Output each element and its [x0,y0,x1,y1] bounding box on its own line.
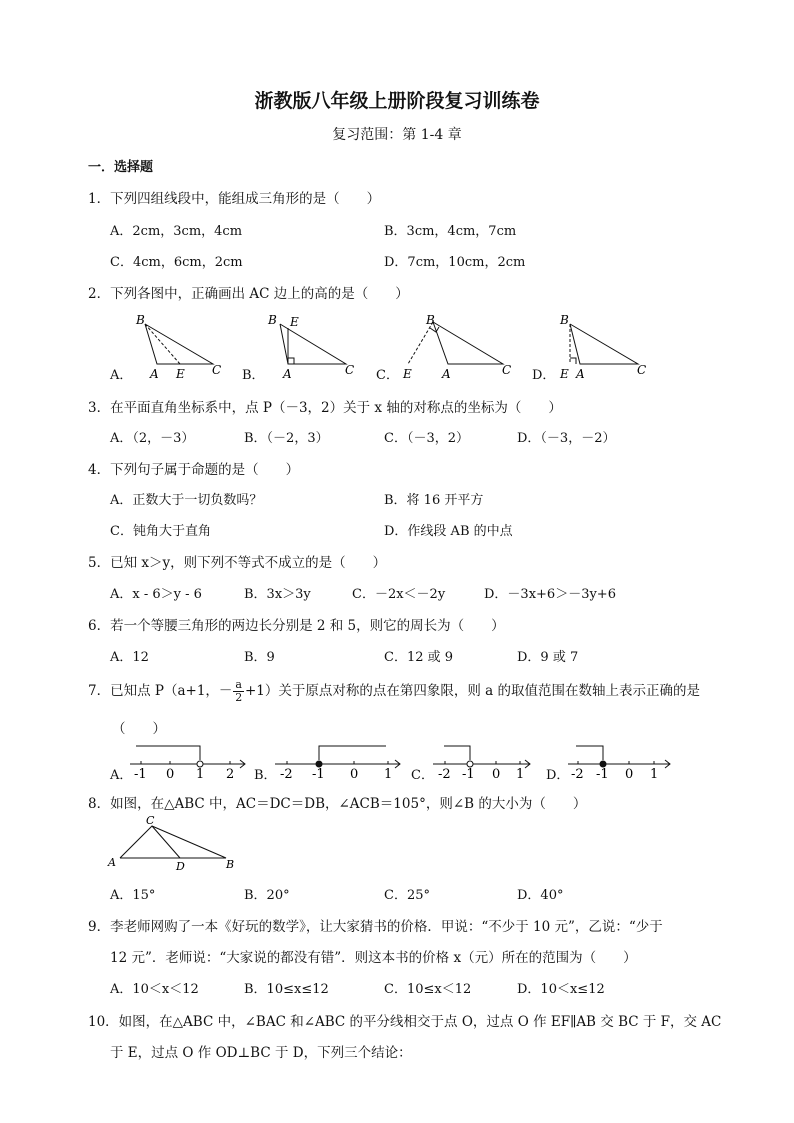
fig2b-label-b: B [268,313,277,327]
fig2b-label-c: C [345,363,355,377]
question-3-option-a[interactable]: A．（2，－3） [110,431,195,446]
question-4-option-c[interactable]: C．钝角大于直角 [110,524,211,539]
question-2-stem: 2．下列各图中，正确画出 AC 边上的高的是（ ） [88,286,409,302]
question-3-option-b[interactable]: B．（－2，3） [244,431,329,446]
question-1-stem: 1．下列四组线段中，能组成三角形的是（ ） [88,191,381,207]
question-5-stem: 5．已知 x＞y，则下列不等式不成立的是（ ） [88,555,387,571]
question-9-stem: 9．李老师网购了一本《好玩的数学》，让大家猜书的价格．甲说：“不少于 10 元”，乙说：“少于 [88,919,663,935]
nl-c-tick-1: -2 [438,767,451,782]
nl-c-tick-3: 0 [492,767,501,782]
question-6-stem: 6．若一个等腰三角形的两边长分别是 2 和 5，则它的周长为（ ） [88,618,505,634]
figure-2b [280,324,346,364]
question-4-option-d[interactable]: D．作线段 AB 的中点 [384,524,513,539]
question-3-option-d[interactable]: D．（－3，－2） [517,431,616,446]
nl-b-tick-3: 0 [350,767,359,782]
question-8-option-c[interactable]: C．25° [384,888,430,903]
question-9-stem-cont: 12 元”．老师说：“大家说的都没有错”．则这本书的价格 x（元）所在的范围为（ ） [110,950,637,966]
question-8-option-d[interactable]: D．40° [517,888,564,903]
fig2d-label-b: B [560,313,569,327]
question-9-option-d[interactable]: D．10＜x≤12 [517,982,605,997]
question-7-option-c[interactable]: C． [411,768,434,783]
question-4-option-b[interactable]: B．将 16 开平方 [384,493,484,508]
question-4-stem: 4．下列句子属于命题的是（ ） [88,462,300,478]
question-9-option-b[interactable]: B．10≤x≤12 [244,982,329,997]
question-6-option-b[interactable]: B．9 [244,650,275,665]
nl-d-tick-4: 1 [650,767,659,782]
nl-a-tick-1: -1 [134,767,147,782]
nl-b-tick-1: -2 [280,767,293,782]
figure-2a [145,324,213,364]
question-8-stem: 8．如图，在△ABC 中，AC＝DC＝DB，∠ACB＝105°，则∠B 的大小为（ ） [88,796,587,812]
question-1-option-c[interactable]: C．4cm，6cm，2cm [110,255,243,270]
question-7-stem: 7．已知点 P（a+1，－ $\frac{a}{2}$ +1）关于原点对称的点在第四象限，则 a 的取值范围在数轴上表示正确的是 [88,678,701,704]
question-2-option-b[interactable]: B． [242,368,265,383]
question-4-option-a[interactable]: A．正数大于一切负数吗？ [110,493,263,508]
figure-2d [570,324,638,364]
fig2a-label-a: A [150,367,159,381]
question-1-option-b[interactable]: B．3cm，4cm，7cm [384,224,517,239]
nl-b-tick-2: -1 [312,767,325,782]
fig2d-label-a: A [576,367,585,381]
question-1-option-a[interactable]: A．2cm，3cm，4cm [110,224,243,239]
nl-d-tick-2: -1 [596,767,609,782]
question-8-option-b[interactable]: B．20° [244,888,290,903]
question-9-option-c[interactable]: C．10≤x＜12 [384,982,472,997]
nl-c-tick-4: 1 [516,767,525,782]
question-5-option-c[interactable]: C．－2x＜－2y [352,587,446,602]
nl-b-tick-4: 1 [384,767,393,782]
fig2c-label-a: A [442,367,451,381]
fig2a-label-e: E [176,367,185,381]
question-6-option-c[interactable]: C．12 或 9 [384,650,454,665]
question-10-stem-cont: 于 E，过点 O 作 OD⊥BC 于 D，下列三个结论： [110,1045,412,1061]
question-5-option-b[interactable]: B．3x＞3y [244,587,311,602]
question-6-option-a[interactable]: A．12 [110,650,149,665]
nl-d-tick-3: 0 [625,767,634,782]
question-3-option-c[interactable]: C．（－3，2） [384,431,469,446]
question-5-option-a[interactable]: A．x - 6＞y - 6 [110,587,202,602]
fig8-label-d: D [176,860,185,873]
fig2a-label-b: B [136,313,145,327]
fig2c-label-b: B [426,313,435,327]
question-10-stem: 10．如图，在△ABC 中，∠BAC 和∠ABC 的平分线相交于点 O，过点 O 作 EF∥AB 交 BC 于 F，交 AC [88,1014,722,1030]
nl-a-tick-4: 2 [226,767,235,782]
fig2c-label-e: E [403,367,412,381]
nl-d-tick-1: -2 [571,767,584,782]
nl-a-tick-2: 0 [166,767,175,782]
question-1-option-d[interactable]: D．7cm，10cm，2cm [384,255,526,270]
fig8-label-c: C [146,814,155,827]
question-7-stem-cont: （ ） [112,721,166,737]
question-7-option-b[interactable]: B． [254,768,277,783]
fig2c-label-c: C [502,363,512,377]
question-6-option-d[interactable]: D．9 或 7 [517,650,579,665]
fig8-label-a: A [108,856,116,869]
question-8-option-a[interactable]: A．15° [110,888,156,903]
fig2b-label-e: E [290,315,299,329]
question-7-fraction: $\frac{a}{2}$ [235,678,243,704]
question-8-figure [100,812,250,876]
fig2a-label-c: C [212,363,222,377]
section-heading: 一．选择题 [88,160,154,175]
fig2d-label-c: C [637,363,647,377]
question-3-stem: 3．在平面直角坐标系中，点 P（－3，2）关于 x 轴的对称点的坐标为（ ） [88,400,562,416]
question-2-figures [0,308,794,384]
question-5-option-d[interactable]: D．－3x+6＞－3y+6 [484,587,616,602]
question-9-option-a[interactable]: A．10＜x＜12 [110,982,199,997]
question-2-option-a[interactable]: A． [110,368,133,383]
question-2-option-d[interactable]: D． [532,368,556,383]
page-title: 浙教版八年级上册阶段复习训练卷 [254,90,540,112]
fig2d-label-e: E [560,367,569,381]
fig8-label-b: B [226,858,235,871]
fig2b-label-a: A [283,367,292,381]
page-subtitle: 复习范围：第 1-4 章 [332,127,462,143]
question-7-option-a[interactable]: A． [110,768,133,783]
nl-a-tick-3: 1 [196,767,205,782]
nl-c-tick-2: -1 [462,767,475,782]
figure-2c [408,322,503,364]
question-2-option-c[interactable]: C． [376,368,399,383]
question-7-option-d[interactable]: D． [546,768,570,783]
